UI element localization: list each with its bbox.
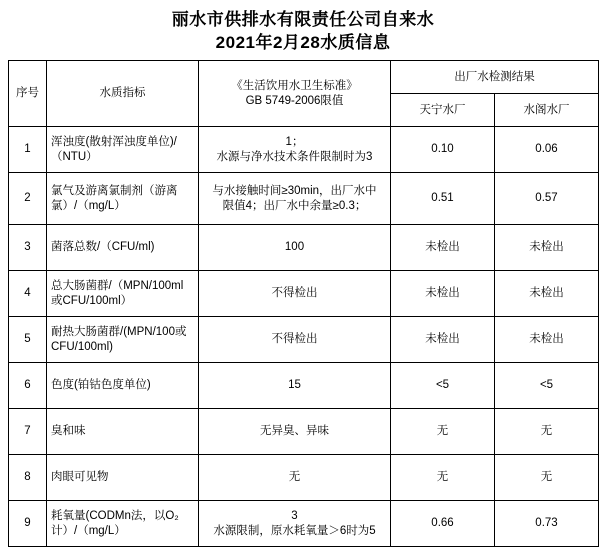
- cell-standard: 无: [199, 455, 391, 501]
- cell-plant-2: 无: [495, 455, 599, 501]
- cell-no: 3: [9, 225, 47, 271]
- page-title: [8, 8, 598, 54]
- table-row: [9, 225, 599, 271]
- cell-plant-1: 无: [391, 409, 495, 455]
- table-row: [9, 409, 599, 455]
- table-row: [9, 127, 599, 173]
- title-line-1: 丽水市供排水有限责任公司自来水: [171, 10, 435, 29]
- cell-plant-1: 未检出: [391, 271, 495, 317]
- cell-plant-2: <5: [495, 363, 599, 409]
- water-quality-table: [8, 60, 599, 547]
- cell-index: 菌落总数/（CFU/ml): [47, 225, 199, 271]
- cell-index: 浑浊度(散射浑浊度单位)/（NTU）: [47, 127, 199, 173]
- cell-no: 9: [9, 501, 47, 547]
- cell-no: 6: [9, 363, 47, 409]
- table-row: [9, 317, 599, 363]
- header-standard-line-1: 《生活饮用水卫生标准》: [231, 79, 358, 92]
- cell-plant-1: 0.10: [391, 127, 495, 173]
- standard-line-2: 限值4；出厂水中余量≥0.3；: [222, 199, 367, 212]
- cell-standard: 无异臭、异味: [199, 409, 391, 455]
- header-standard: [199, 61, 391, 127]
- title-line-2: 2021年2月28水质信息: [215, 33, 391, 52]
- cell-standard: [199, 501, 391, 547]
- standard-line-2: 水源限制，原水耗氧量＞6时为5: [213, 524, 376, 537]
- table-row: [9, 363, 599, 409]
- cell-no: 7: [9, 409, 47, 455]
- cell-standard: [199, 173, 391, 225]
- cell-plant-1: 未检出: [391, 225, 495, 271]
- cell-no: 5: [9, 317, 47, 363]
- header-standard-line-2: GB 5749-2006限值: [245, 94, 344, 107]
- standard-line-1: 1；: [285, 135, 304, 148]
- cell-plant-1: 无: [391, 455, 495, 501]
- standard-line-1: 与水接触时间≥30min，出厂水中: [212, 184, 377, 197]
- cell-no: 8: [9, 455, 47, 501]
- header-index: 水质指标: [47, 61, 199, 127]
- table-row: [9, 455, 599, 501]
- table-row: [9, 173, 599, 225]
- cell-no: 4: [9, 271, 47, 317]
- cell-plant-1: 未检出: [391, 317, 495, 363]
- header-plant-1: 天宁水厂: [391, 94, 495, 127]
- cell-no: 1: [9, 127, 47, 173]
- cell-standard: 不得检出: [199, 317, 391, 363]
- header-result-group: 出厂水检测结果: [391, 61, 599, 94]
- cell-plant-1: 0.66: [391, 501, 495, 547]
- cell-plant-2: 0.57: [495, 173, 599, 225]
- cell-plant-1: <5: [391, 363, 495, 409]
- header-no: 序号: [9, 61, 47, 127]
- cell-standard: 15: [199, 363, 391, 409]
- cell-plant-2: 未检出: [495, 271, 599, 317]
- cell-plant-2: 无: [495, 409, 599, 455]
- standard-line-1: 3: [291, 509, 298, 522]
- cell-plant-1: 0.51: [391, 173, 495, 225]
- table-header: [9, 61, 599, 127]
- table-body: [9, 127, 599, 547]
- table-row: [9, 271, 599, 317]
- table-row: [9, 501, 599, 547]
- cell-index: 耐热大肠菌群/(MPN/100或CFU/100ml): [47, 317, 199, 363]
- cell-no: 2: [9, 173, 47, 225]
- cell-index: 耗氧量(CODMn法，以O₂计）/（mg/L）: [47, 501, 199, 547]
- cell-index: 色度(铂钴色度单位): [47, 363, 199, 409]
- cell-index: 总大肠菌群/（MPN/100ml或CFU/100ml）: [47, 271, 199, 317]
- cell-standard: 不得检出: [199, 271, 391, 317]
- cell-standard: 100: [199, 225, 391, 271]
- cell-index: 肉眼可见物: [47, 455, 199, 501]
- cell-index: 氯气及游离氯制剂（游离氯）/（mg/L）: [47, 173, 199, 225]
- header-plant-2: 水阁水厂: [495, 94, 599, 127]
- standard-line-2: 水源与净水技术条件限制时为3: [216, 150, 373, 163]
- cell-plant-2: 0.73: [495, 501, 599, 547]
- cell-plant-2: 未检出: [495, 225, 599, 271]
- cell-plant-2: 未检出: [495, 317, 599, 363]
- cell-index: 臭和味: [47, 409, 199, 455]
- cell-plant-2: 0.06: [495, 127, 599, 173]
- cell-standard: [199, 127, 391, 173]
